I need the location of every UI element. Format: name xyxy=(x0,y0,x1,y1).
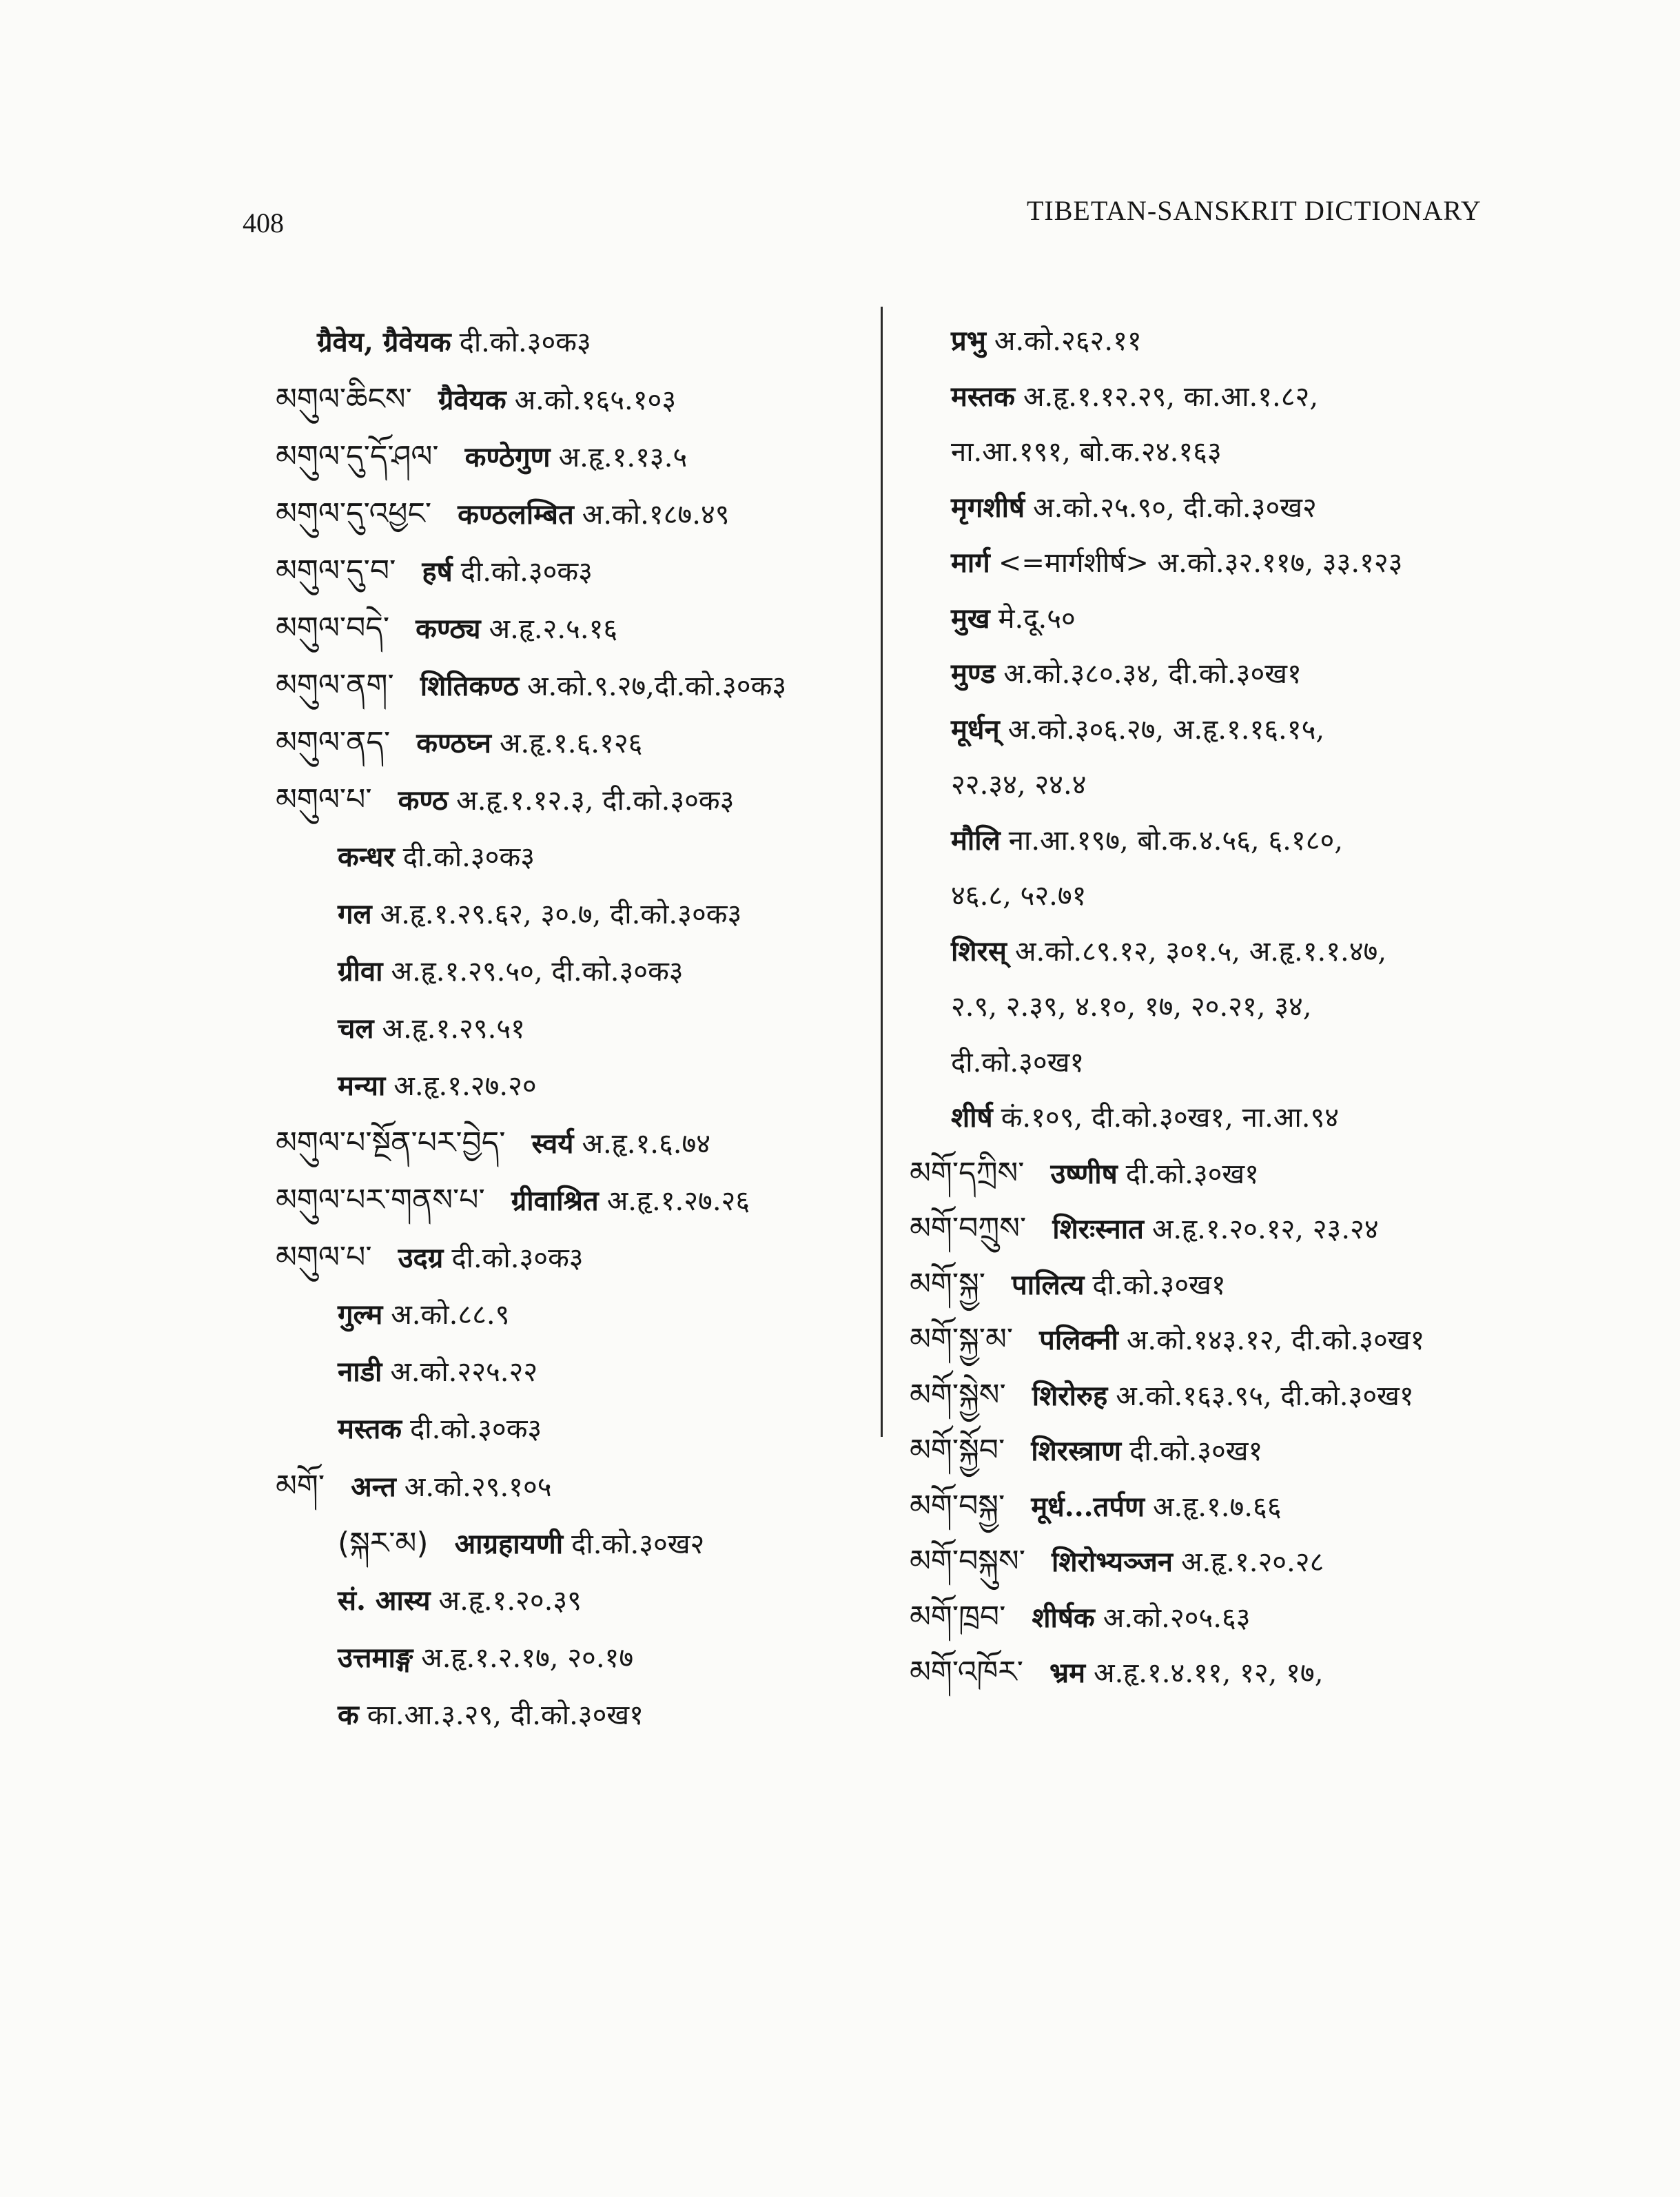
source-reference: दी.को.३०क३ xyxy=(410,1413,542,1445)
tibetan-headword: མགོ་སྐྱོབ་ xyxy=(910,1433,1005,1468)
tibetan-headword: མགོ་སྐྱ་མ་ xyxy=(910,1322,1014,1357)
sanskrit-equivalent: कन्धर xyxy=(338,841,395,873)
dictionary-entry-line xyxy=(276,1057,875,1114)
source-reference: अ.हृ.१.७.६६ xyxy=(1153,1491,1282,1523)
sanskrit-equivalent: ग्रीवा xyxy=(338,955,383,988)
source-reference: दी.को.३०ख१ xyxy=(1129,1435,1263,1467)
source-reference: दी.को.३०ख२ xyxy=(571,1529,705,1560)
dictionary-entry-line xyxy=(910,480,1530,536)
sanskrit-equivalent: शिरस्त्राण xyxy=(1031,1435,1122,1467)
sanskrit-equivalent: मस्तक xyxy=(951,380,1015,413)
sanskrit-equivalent: मौलि xyxy=(951,824,1001,857)
source-reference: अ.को.२२५.२२ xyxy=(390,1356,538,1388)
source-reference: <=मार्गशीर्ष> अ.को.३२.११७, ३३.१२३ xyxy=(998,547,1403,579)
dictionary-entry-line xyxy=(276,1629,875,1686)
source-reference: अ.हृ.१.२९.५१ xyxy=(382,1013,525,1045)
source-reference: अ.हृ.१.२०.३९ xyxy=(438,1585,582,1617)
tibetan-headword: མགུལ་དུ་དོ་ཤལ་ xyxy=(276,439,439,474)
sanskrit-equivalent: सं. आस्य xyxy=(338,1584,431,1617)
tibetan-headword: མགུལ་པ་སྔོན་པར་བྱེད་ xyxy=(276,1125,506,1161)
tibetan-headword: མགུལ་བདེ་ xyxy=(276,611,390,646)
tibetan-headword: མགུལ་ནག་ xyxy=(276,668,394,703)
source-reference: अ.को.२९.१०५ xyxy=(404,1471,552,1503)
dictionary-entry-line xyxy=(276,542,875,600)
source-reference: अ.हृ.१.२०.१२, २३.२४ xyxy=(1151,1214,1379,1245)
tibetan-headword: མགོ་སྐྱེས་ xyxy=(910,1377,1006,1413)
source-reference: अ.को.९.२७,दी.को.३०क३ xyxy=(526,671,787,702)
dictionary-entry-line xyxy=(276,657,875,714)
sanskrit-equivalent: अन्त xyxy=(351,1471,396,1503)
tibetan-headword: མགུལ་ནད་ xyxy=(276,725,391,760)
tibetan-headword: མགོ་ཁྲབ་ xyxy=(910,1599,1006,1635)
source-reference: का.आ.३.२९, दी.को.३०ख१ xyxy=(367,1699,644,1731)
source-reference: अ.हृ.१.६.१२६ xyxy=(500,728,643,759)
dictionary-entry-line xyxy=(910,1090,1530,1146)
source-reference: अ.हृ.२.५.१६ xyxy=(489,613,618,645)
sanskrit-equivalent: शितिकण्ठ xyxy=(420,670,519,702)
sanskrit-equivalent: चल xyxy=(338,1012,374,1045)
tibetan-headword: མགོ་སྐྱ་ xyxy=(910,1266,986,1302)
dictionary-entry-line xyxy=(910,1590,1530,1646)
dictionary-entry-line xyxy=(910,868,1530,924)
sanskrit-equivalent: शिरोरुह xyxy=(1032,1379,1108,1412)
source-reference: अ.को.८८.९ xyxy=(391,1299,510,1331)
dictionary-entry-line xyxy=(910,757,1530,813)
source-reference: ना.आ.१९७, बो.क.४.५६, ६.१८०, xyxy=(1008,824,1343,857)
sanskrit-equivalent: मुण्ड xyxy=(951,657,996,690)
source-reference: अ.हृ.१.४.११, १२, १७, xyxy=(1094,1657,1324,1689)
tibetan-headword: མགོ་དཀྲིས་ xyxy=(910,1155,1025,1191)
sanskrit-equivalent: शीर्षक xyxy=(1032,1601,1095,1634)
source-reference: दी.को.३०क३ xyxy=(402,841,535,873)
source-reference: २२.३४, २४.४ xyxy=(951,769,1087,801)
dictionary-entry-line xyxy=(276,1286,875,1343)
sanskrit-equivalent: नाडी xyxy=(338,1356,382,1388)
dictionary-entry-line xyxy=(910,1368,1530,1424)
dictionary-entry-line xyxy=(276,1000,875,1057)
source-reference: दी.को.३०ख१ xyxy=(951,1046,1085,1079)
left-column xyxy=(276,314,875,1744)
sanskrit-equivalent: मस्तक xyxy=(338,1413,402,1445)
column-divider xyxy=(881,307,883,1437)
tibetan-headword: མགུལ་དུ་བ་ xyxy=(276,553,396,589)
source-reference: अ.हृ.१.२७.२० xyxy=(393,1070,537,1102)
running-title: TIBETAN-SANSKRIT DICTIONARY xyxy=(1027,195,1482,226)
tibetan-headword: མགུལ་པར་གནས་པ་ xyxy=(276,1183,485,1218)
source-reference: अ.हृ.१.१२.२९, का.आ.१.८२, xyxy=(1023,380,1319,413)
tibetan-headword: མགོ་བསྐྱ་ xyxy=(910,1488,1005,1524)
tibetan-headword: མགོ་བཀྲུས་ xyxy=(910,1211,1027,1246)
dictionary-entry-line xyxy=(910,425,1530,480)
source-reference: दी.को.३०क३ xyxy=(459,327,591,358)
dictionary-entry-line xyxy=(276,1400,875,1458)
sanskrit-equivalent: गल xyxy=(338,898,372,930)
dictionary-entry-line xyxy=(910,813,1530,869)
dictionary-entry-line xyxy=(910,314,1530,369)
dictionary-entry-line xyxy=(910,1146,1530,1202)
dictionary-entry-line xyxy=(276,1343,875,1400)
tibetan-headword: མགོ་བསྐུས་ xyxy=(910,1544,1025,1579)
dictionary-entry-line xyxy=(910,1201,1530,1257)
sanskrit-equivalent: भ्रम xyxy=(1049,1657,1086,1689)
dictionary-entry-line xyxy=(276,886,875,943)
sanskrit-equivalent: मृगशीर्ष xyxy=(951,491,1025,524)
source-reference: ४६.८, ५२.७१ xyxy=(951,880,1087,912)
dictionary-entry-line xyxy=(276,1229,875,1286)
source-reference: कं.१०९, दी.को.३०ख१, ना.आ.९४ xyxy=(1001,1102,1340,1134)
sanskrit-equivalent: उष्णीष xyxy=(1050,1157,1118,1190)
tibetan-headword: མགོ་ xyxy=(276,1469,325,1504)
sanskrit-equivalent: शिरःस्नात xyxy=(1052,1213,1144,1245)
sanskrit-equivalent: उदग्र xyxy=(398,1242,444,1274)
sanskrit-equivalent: प्रभु xyxy=(951,325,986,357)
dictionary-entry-line xyxy=(910,1257,1530,1313)
dictionary-entry-line xyxy=(276,314,875,371)
source-reference: मे.दू.५० xyxy=(998,602,1076,635)
sanskrit-equivalent: कण्ठ xyxy=(398,784,449,817)
source-reference: दी.को.३०ख१ xyxy=(1092,1269,1226,1301)
dictionary-entry-line xyxy=(910,1035,1530,1091)
source-reference: अ.को.३०६.२७, अ.हृ.१.१६.१५, xyxy=(1007,713,1325,746)
dictionary-entry-line xyxy=(276,371,875,428)
source-reference: अ.को.१८७.४९ xyxy=(582,499,730,531)
source-reference: अ.हृ.१.२९.६२, ३०.७, दी.को.३०क३ xyxy=(380,899,742,930)
sanskrit-equivalent: कण्ठ्य xyxy=(416,613,481,645)
dictionary-entry-line xyxy=(910,1312,1530,1368)
dictionary-entry-line xyxy=(910,646,1530,702)
dictionary-entry-line xyxy=(276,485,875,542)
sanskrit-equivalent: मार्ग xyxy=(951,546,990,579)
dictionary-entry-line xyxy=(910,369,1530,425)
sanskrit-equivalent: ग्रैवेयक xyxy=(438,384,506,416)
sanskrit-equivalent: कण्ठेगुण xyxy=(464,441,551,473)
sanskrit-equivalent: ग्रैवेय, ग्रैवेयक xyxy=(317,326,451,358)
source-reference: अ.को.२६२.११ xyxy=(994,325,1142,357)
source-reference: अ.हृ.१.२९.५०, दी.को.३०क३ xyxy=(391,956,684,988)
source-reference: अ.को.३८०.३४, दी.को.३०ख१ xyxy=(1003,658,1302,690)
source-reference: अ.को.१६३.९५, दी.को.३०ख१ xyxy=(1116,1380,1414,1412)
dictionary-entry-line xyxy=(276,828,875,886)
tibetan-headword: མགོ་འཁོར་ xyxy=(910,1655,1023,1690)
dictionary-entry-line xyxy=(276,1458,875,1515)
tibetan-headword: མགུལ་པ་ xyxy=(276,782,372,817)
sanskrit-equivalent: शीर्ष xyxy=(951,1101,993,1134)
source-reference: ना.आ.१९१, बो.क.२४.१६३ xyxy=(951,436,1222,468)
dictionary-entry-line xyxy=(910,979,1530,1035)
dictionary-entry-line xyxy=(910,1645,1530,1701)
sanskrit-equivalent: गुल्म xyxy=(338,1298,383,1331)
dictionary-entry-line xyxy=(276,1114,875,1172)
source-reference: अ.को.१४३.१२, दी.को.३०ख१ xyxy=(1126,1325,1425,1356)
tibetan-headword: མགུལ་དུ་འཕྱང་ xyxy=(276,496,432,531)
dictionary-entry-line xyxy=(276,600,875,657)
dictionary-entry-line xyxy=(910,702,1530,758)
right-column xyxy=(910,314,1530,1701)
source-reference: अ.को.२५.९०, दी.को.३०ख२ xyxy=(1033,491,1317,524)
dictionary-entry-line xyxy=(276,714,875,771)
dictionary-entry-line xyxy=(276,771,875,828)
source-reference: अ.को.२०५.६३ xyxy=(1103,1602,1251,1634)
sanskrit-equivalent: मुख xyxy=(951,602,990,635)
dictionary-entry-line xyxy=(910,1423,1530,1479)
sanskrit-equivalent: पालित्य xyxy=(1012,1268,1085,1301)
dictionary-entry-line xyxy=(276,1172,875,1229)
source-reference: अ.हृ.१.१२.३, दी.को.३०क३ xyxy=(456,785,735,817)
dictionary-entry-line xyxy=(276,428,875,485)
source-reference: २.९, २.३९, ४.१०, १७, २०.२१, ३४, xyxy=(951,991,1312,1023)
sanskrit-equivalent: मूर्धन् xyxy=(951,713,1000,746)
source-reference: अ.हृ.१.२०.२८ xyxy=(1180,1546,1324,1578)
dictionary-entry-line xyxy=(276,1572,875,1629)
source-reference: दी.को.३०क३ xyxy=(451,1243,584,1274)
sanskrit-equivalent: मन्या xyxy=(338,1070,386,1102)
dictionary-entry-line xyxy=(910,1534,1530,1590)
dictionary-entry-line xyxy=(276,943,875,1000)
tibetan-headword: (སྐར་མ) xyxy=(338,1526,429,1561)
sanskrit-equivalent: उत्तमाङ्ग xyxy=(338,1642,413,1674)
page-number: 408 xyxy=(243,207,284,238)
dictionary-entry-line xyxy=(276,1515,875,1572)
sanskrit-equivalent: शिरस् xyxy=(951,934,1007,968)
source-reference: दी.को.३०ख१ xyxy=(1125,1158,1259,1190)
source-reference: अ.को.८९.१२, ३०१.५, अ.हृ.१.१.४७, xyxy=(1014,935,1387,968)
sanskrit-equivalent: शिरोभ्यञ्जन xyxy=(1051,1546,1173,1578)
sanskrit-equivalent: स्वर्य xyxy=(531,1127,574,1160)
sanskrit-equivalent: पलिक्नी xyxy=(1039,1324,1118,1356)
tibetan-headword: མགུལ་ཆིངས་ xyxy=(276,382,412,417)
dictionary-entry-line xyxy=(910,591,1530,647)
tibetan-headword: མགུལ་པ་ xyxy=(276,1240,372,1275)
source-reference: दी.को.३०क३ xyxy=(460,556,593,588)
sanskrit-equivalent: ग्रीवाश्रित xyxy=(511,1185,599,1217)
sanskrit-equivalent: कण्ठघ्न xyxy=(416,727,491,759)
sanskrit-equivalent: हर्ष xyxy=(422,555,453,588)
dictionary-entry-line xyxy=(910,1479,1530,1535)
source-reference: अ.हृ.१.२७.२६ xyxy=(606,1185,750,1217)
sanskrit-equivalent: क xyxy=(338,1699,359,1731)
source-reference: अ.हृ.१.१३.५ xyxy=(558,442,688,473)
sanskrit-equivalent: आग्रहायणी xyxy=(454,1528,564,1560)
source-reference: अ.को.१६५.१०३ xyxy=(514,385,677,416)
dictionary-entry-line xyxy=(276,1686,875,1744)
sanskrit-equivalent: मूर्ध...तर्पण xyxy=(1031,1490,1145,1523)
source-reference: अ.हृ.१.६.७४ xyxy=(582,1128,711,1160)
sanskrit-equivalent: कण्ठलम्बित xyxy=(458,498,574,531)
source-reference: अ.हृ.१.२.१७, २०.१७ xyxy=(421,1642,634,1674)
dictionary-entry-line xyxy=(910,924,1530,980)
dictionary-entry-line xyxy=(910,535,1530,591)
